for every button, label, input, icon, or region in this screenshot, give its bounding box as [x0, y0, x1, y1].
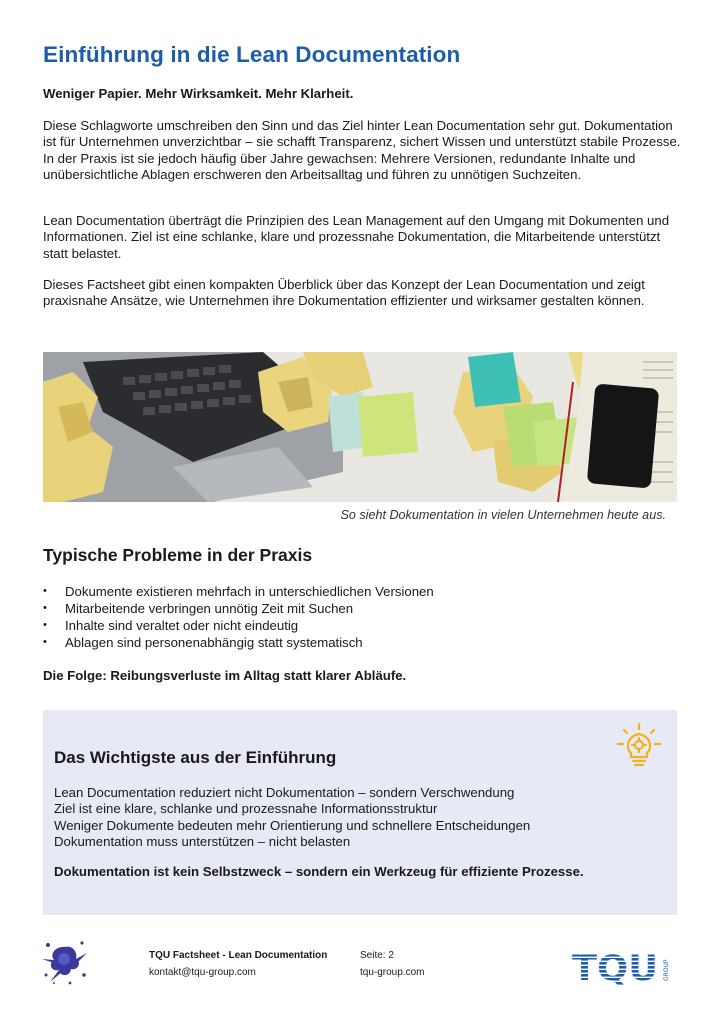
- summary-lines: [54, 785, 530, 850]
- list-item: • Ablagen sind personenabhängig statt systematisch: [43, 634, 434, 651]
- footer-website[interactable]: tqu-group.com: [360, 967, 425, 978]
- lightbulb-gear-icon: [615, 722, 663, 770]
- page-title: Einführung in die Lean Documentation: [43, 42, 461, 67]
- footer-page-number: Seite: 2: [360, 950, 394, 961]
- problems-heading: Typische Probleme in der Praxis: [43, 545, 313, 565]
- intro-paragraph-1: Diese Schlagworte umschreiben den Sinn und das Ziel hinter Lean Documentation sehr gut. Dokumentation ist für Unternehmen unverzichtbar – sie schafft Transparenz, sichert Wissen und unterstützt stabile Prozesse. In der Praxis ist sie jedoch häufig über Jahre gewachsen: Mehrere Versionen, redundante Inhalte und unübersichtliche Ablagen erschweren den Arbeitsalltag und führen zu unnötigen Suchzeiten.: [43, 118, 681, 182]
- list-item: • Inhalte sind veraltet oder nicht eindeutig: [43, 617, 434, 634]
- summary-line: Lean Documentation reduziert nicht Dokumentation – sondern Verschwendung: [54, 785, 515, 800]
- crumpled-documents-photo: [43, 352, 677, 502]
- logo-subtext: GROUP: [663, 959, 670, 981]
- summary-conclusion: Dokumentation ist kein Selbstzweck – sondern ein Werkzeug für effiziente Prozesse.: [54, 864, 584, 879]
- problems-list: [43, 583, 434, 651]
- consequence-statement: Die Folge: Reibungsverluste im Alltag statt klarer Abläufe.: [43, 668, 407, 683]
- tagline: Weniger Papier. Mehr Wirksamkeit. Mehr Klarheit.: [43, 86, 354, 101]
- tqu-group-logo: [572, 946, 676, 986]
- ink-splash-logo: [40, 935, 90, 987]
- logo-text: TQU: [572, 949, 658, 986]
- list-item: • Dokumente existieren mehrfach in unterschiedlichen Versionen: [43, 583, 434, 600]
- summary-box: [43, 710, 677, 915]
- summary-line: Weniger Dokumente bedeuten mehr Orientierung und schnellere Entscheidungen: [54, 817, 531, 833]
- summary-line: Ziel ist eine klare, schlanke und prozessnahe Informationsstruktur: [54, 801, 438, 817]
- list-item: • Mitarbeitende verbringen unnötig Zeit mit Suchen: [43, 600, 434, 617]
- footer-email[interactable]: kontakt@tqu-group.com: [149, 967, 256, 978]
- summary-heading: Das Wichtigste aus der Einführung: [54, 748, 337, 767]
- summary-line: Dokumentation muss unterstützen – nicht belasten: [54, 833, 351, 849]
- intro-paragraph-3: Dieses Factsheet gibt einen kompakten Überblick über das Konzept der Lean Documentation und zeigt praxisnahe Ansätze, wie Unternehmen ihre Dokumentation effizienter und wirksamer gestalten können.: [43, 277, 645, 309]
- footer-document-title: TQU Factsheet - Lean Documentation: [149, 950, 328, 961]
- photo-caption: So sieht Dokumentation in vielen Unternehmen heute aus.: [340, 508, 666, 522]
- intro-paragraph-2: Lean Documentation überträgt die Prinzipien des Lean Management auf den Umgang mit Dokumenten und Informationen. Ziel ist eine schlanke, klare und prozessnahe Dokumentation, die Mitarbeitende unterstützt statt belastet.: [43, 213, 670, 261]
